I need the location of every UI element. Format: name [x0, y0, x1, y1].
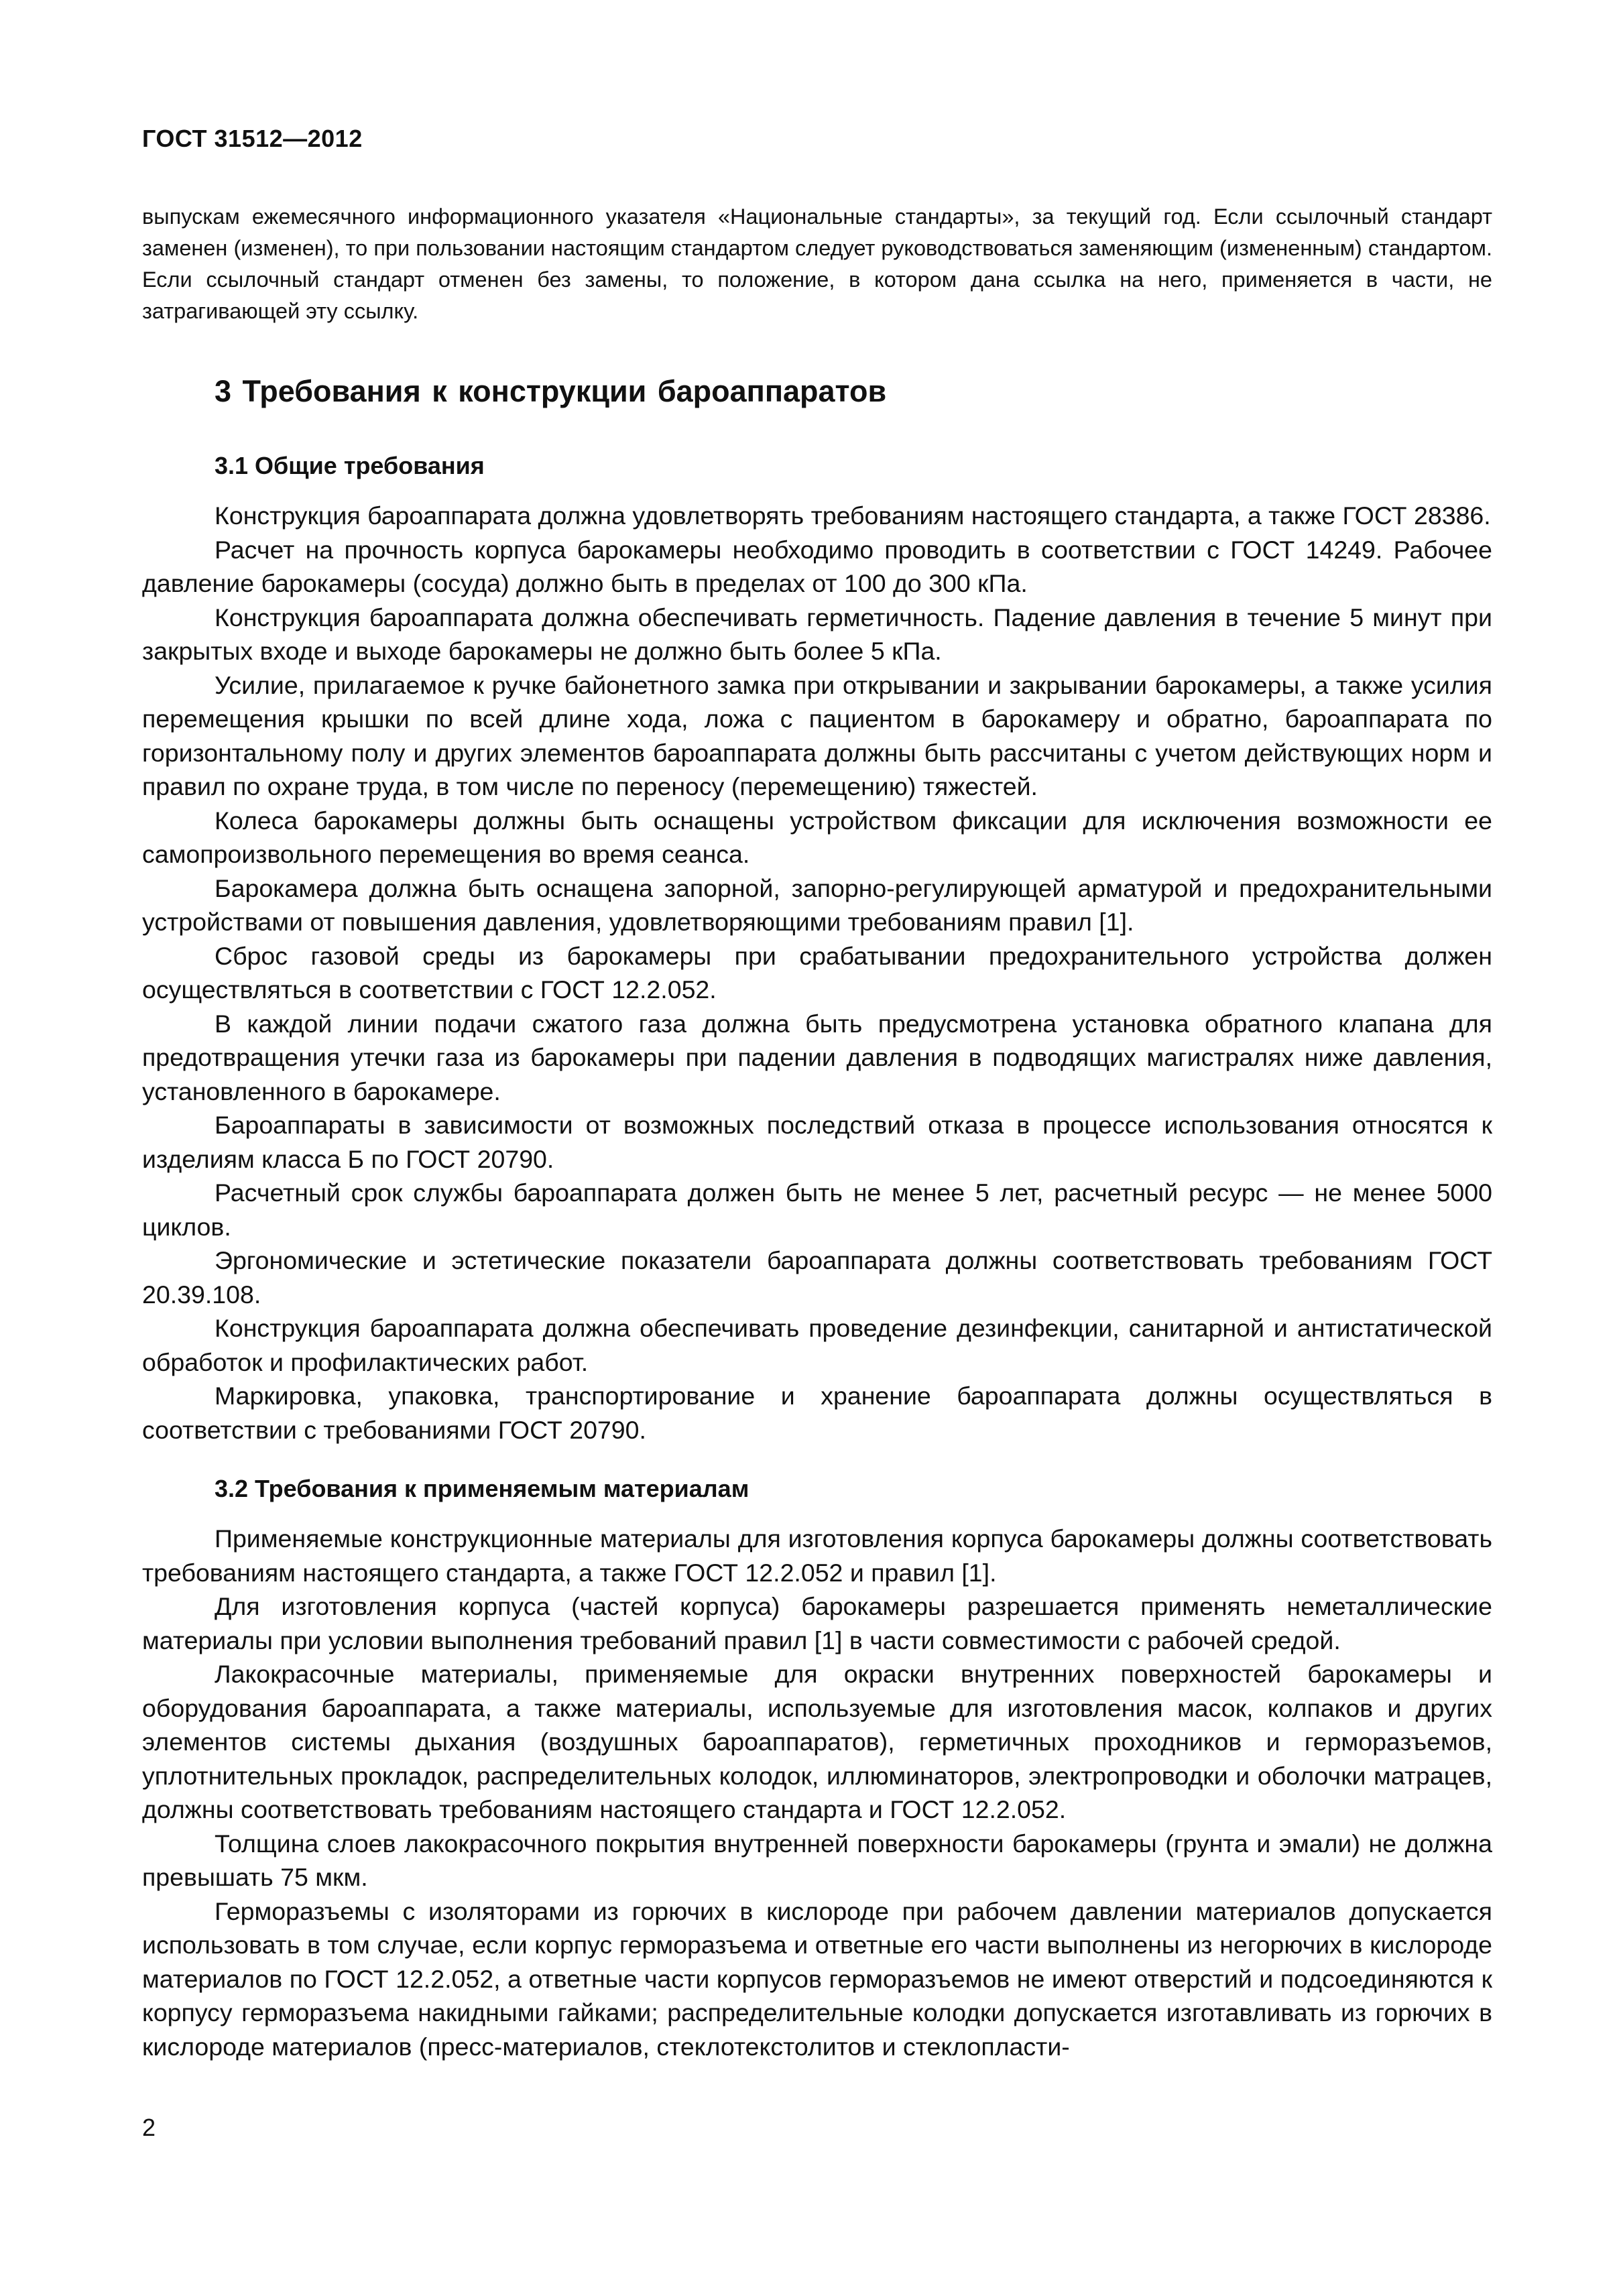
- paragraph: Конструкция бароаппарата должна удовлетворять требованиям настоящего стандарта, а также ГОСТ 28386.: [215, 501, 1491, 530]
- paragraph: Эргономические и эстетические показатели бароаппарата должны соответствовать требованиям ГОСТ 20.39.108.: [142, 1246, 1492, 1309]
- paragraph: Герморазъемы с изоляторами из горючих в кислороде при рабочем давлении материалов допускается использовать в том случае, если корпус герморазъема и ответные его части выполнены из негорючих в кислороде материалов по ГОСТ 12.2.052, а ответные части корпусов герморазъемов не имеют отверстий и подсоединяются к корпусу герморазъема накидными гайками; распределительные колодки допускается изготавливать из горючих в кислороде материалов (пресс-материалов, стеклотекстолитов и стеклопласти-: [142, 1896, 1492, 2061]
- paragraph: Барокамера должна быть оснащена запорной, запорно-регулирующей арматурой и предохранительными устройствами от повышения давления, удовлетворяющими требованиям правил [1].: [142, 873, 1492, 936]
- paragraph: Усилие, прилагаемое к ручке байонетного замка при открывании и закрывании барокамеры, а также усилия перемещения крышки по всей длине хода, ложа с пациентом в барокамеру и обратно, бароаппарата по горизонтальному полу и других элементов бароаппарата должны быть рассчитаны с учетом действующих норм и правил по охране труда, в том числе по переносу (перемещению) тяжестей.: [142, 670, 1492, 800]
- paragraph: Для изготовления корпуса (частей корпуса) барокамеры разрешается применять неметаллические материалы при условии выполнения требований правил [1] в части совместимости с рабочей средой.: [142, 1592, 1492, 1654]
- paragraph: Колеса барокамеры должны быть оснащены устройством фиксации для исключения возможности ее самопроизвольного перемещения во время сеанса.: [142, 806, 1492, 868]
- paragraph: Бароаппараты в зависимости от возможных последствий отказа в процессе использования относятся к изделиям класса Б по ГОСТ 20790.: [142, 1111, 1492, 1173]
- subsection-3-1-title: 3.1 Общие требования: [215, 452, 485, 479]
- paragraph: Расчет на прочность корпуса барокамеры необходимо проводить в соответствии с ГОСТ 14249. Рабочее давление барокамеры (сосуда) должно быть в пределах от 100 до 300 кПа.: [142, 535, 1492, 597]
- paragraph: Маркировка, упаковка, транспортирование и хранение бароаппарата должны осуществляться в соответствии с требованиями ГОСТ 20790.: [142, 1382, 1492, 1444]
- paragraph: Сброс газовой среды из барокамеры при срабатывании предохранительного устройства должен осуществляться в соответствии с ГОСТ 12.2.052.: [142, 941, 1492, 1004]
- intro-paragraph: выпускам ежемесячного информационного указателя «Национальные стандарты», за текущий год. Если ссылочный стандарт заменен (изменен), то при пользовании настоящим стандартом следует руководствоваться заменяющим (измененным) стандартом. Если ссылочный стандарт отменен без замены, то положение, в котором дана ссылка на него, применяется в части, не затрагивающей эту ссылку.: [142, 204, 1492, 323]
- section-3-title: 3 Требования к конструкции бароаппаратов: [215, 374, 887, 408]
- document-body: [142, 201, 1492, 2063]
- paragraph: Толщина слоев лакокрасочного покрытия внутренней поверхности барокамеры (грунта и эмали) не должна превышать 75 мкм.: [142, 1829, 1492, 1891]
- paragraph: Конструкция бароаппарата должна обеспечивать герметичность. Падение давления в течение 5 минут при закрытых входе и выходе барокамеры не должно быть более 5 кПа.: [142, 603, 1492, 665]
- paragraph: В каждой линии подачи сжатого газа должна быть предусмотрена установка обратного клапана для предотвращения утечки газа из барокамеры при падении давления в подводящих магистралях ниже давления, установленного в барокамере.: [142, 1009, 1492, 1105]
- document-header-code: ГОСТ 31512—2012: [142, 125, 363, 152]
- paragraph: Расчетный срок службы бароаппарата должен быть не менее 5 лет, расчетный ресурс — не менее 5000 циклов.: [142, 1179, 1492, 1241]
- paragraph: Лакокрасочные материалы, применяемые для окраски внутренних поверхностей барокамеры и оборудования бароаппарата, а также материалы, используемые для изготовления масок, колпаков и других элементов системы дыхания (воздушных бароаппаратов), герметичных проходников и герморазъемов, уплотнительных прокладок, распределительных колодок, иллюминаторов, электропроводки и оболочки матрацев, должны соответствовать требованиям настоящего стандарта и ГОСТ 12.2.052.: [142, 1660, 1492, 1823]
- paragraph: Конструкция бароаппарата должна обеспечивать проведение дезинфекции, санитарной и антистатической обработок и профилактических работ.: [142, 1314, 1492, 1376]
- subsection-3-2-title: 3.2 Требования к применяемым материалам: [215, 1475, 749, 1502]
- page-number: 2: [142, 2114, 156, 2141]
- paragraph: Применяемые конструкционные материалы для изготовления корпуса барокамеры должны соответствовать требованиям настоящего стандарта, а также ГОСТ 12.2.052 и правил [1].: [142, 1524, 1492, 1587]
